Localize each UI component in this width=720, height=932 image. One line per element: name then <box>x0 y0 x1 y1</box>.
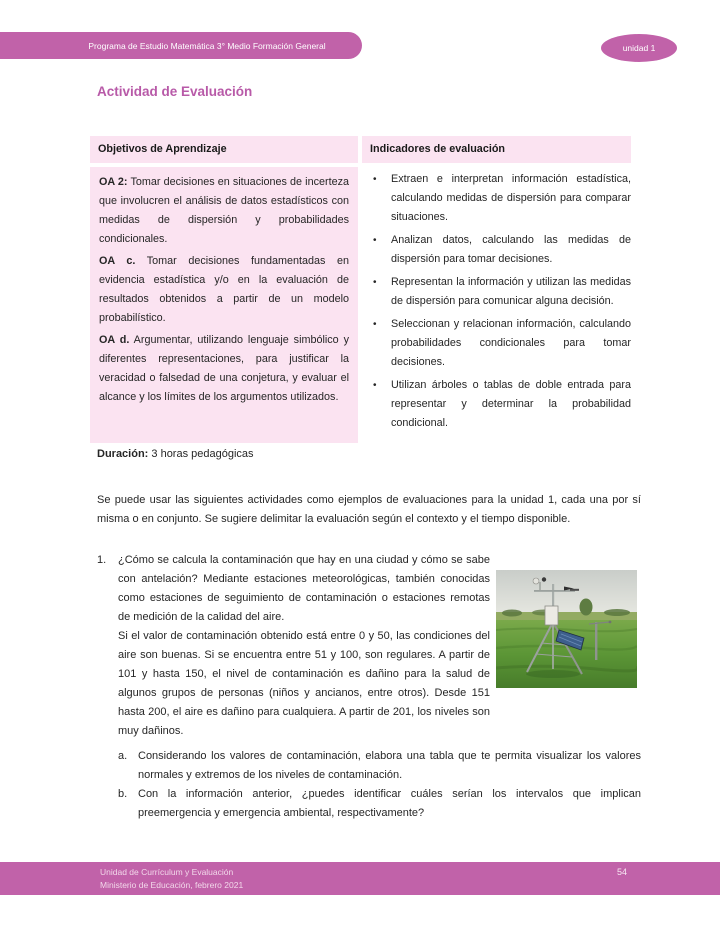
objective-label: OA c. <box>99 255 136 267</box>
bullet-icon: • <box>373 380 377 391</box>
instrument-box <box>545 606 558 625</box>
activity-subquestions <box>97 747 641 823</box>
activity-number: 1. <box>97 554 107 566</box>
anemometer-cup <box>542 577 546 581</box>
subquestion-text: Con la información anterior, ¿puedes identificar cuáles serían los intervalos que implican preemergencia y emergencia ambiental, respectivamente? <box>138 788 641 819</box>
unit-badge <box>601 34 677 62</box>
distant-trees <box>604 609 630 616</box>
indicator-item: • Seleccionan y relacionan información, calculando probabilidades condicionales para tomar decisiones. <box>362 315 631 372</box>
subquestion-a <box>118 747 641 785</box>
activity-paragraph-1: ¿Cómo se calcula la contaminación que hay en una ciudad y cómo se sabe con antelación? Mediante estaciones meteorológicas, también conocidas como estaciones de seguimiento de contaminación o estaciones remotas de medición de la calidad del aire. <box>118 554 490 623</box>
subquestion-text: Considerando los valores de contaminación, elabora una tabla que te permita visualizar los valores normales y extremos de los niveles de contaminación. <box>138 750 641 781</box>
indicator-item: • Representan la información y utilizan las medidas de dispersión para comunicar alguna decisión. <box>362 273 631 311</box>
weather-station-photo <box>496 570 637 688</box>
bullet-icon: • <box>373 174 377 185</box>
duration-line <box>97 448 254 460</box>
indicators-cell <box>362 167 631 443</box>
unit-badge-label: unidad 1 <box>622 43 656 53</box>
page-footer-banner <box>0 862 720 895</box>
intro-paragraph: Se puede usar las siguientes actividades como ejemplos de evaluaciones para la unidad 1, cada una por sí misma o en conjunto. Se sugiere delimitar la evaluación según el contexto y el tiempo disponible. <box>97 494 641 526</box>
program-title: Programa de Estudio Matemática 3° Medio Formación General <box>88 40 326 51</box>
subquestion-marker: b. <box>118 788 128 800</box>
activity-text <box>118 551 490 741</box>
cross-arm <box>534 590 575 592</box>
side-post-tip <box>609 621 612 624</box>
objective-label: OA d. <box>99 334 130 346</box>
duration-label: Duración: <box>97 448 149 460</box>
objectives-cell <box>90 167 358 443</box>
duration-value: 3 horas pedagógicas <box>148 448 254 460</box>
tree <box>580 599 593 616</box>
footer-line2: Ministerio de Educación, febrero 2021 <box>100 880 244 890</box>
weather-station-photo-svg <box>496 570 637 688</box>
distant-trees <box>502 610 522 617</box>
page-number: 54 <box>617 867 628 877</box>
indicator-item: • Analizan datos, calculando las medidas de dispersión para tomar decisiones. <box>362 231 631 269</box>
bullet-icon: • <box>373 277 377 288</box>
sensor-arm <box>570 589 579 591</box>
activity-paragraph-2: Si el valor de contaminación obtenido está entre 0 y 50, las condiciones del aire son buenas. Si se encuentra entre 51 y 100, son regulares. A partir de 101 y hasta 150, el nivel de contaminación es dañino para la salud de algunos grupos de personas (niños y ancianos, entre otros). Desde 151 hasta 200, el aire es dañino para cualquiera. A partir de 201, los niveles son muy dañinos. <box>118 630 490 737</box>
page-header-banner <box>0 32 362 59</box>
objective-oad <box>99 331 349 407</box>
activity-1 <box>97 551 641 823</box>
objective-text: Argumentar, utilizando lenguaje simbólico y diferentes representaciones, para justificar la veracidad o falsedad de una conjetura, y evaluar el alcance y los límites de los argumentos utilizados. <box>99 334 350 403</box>
page-title: Actividad de Evaluación <box>97 84 253 99</box>
objective-text: Tomar decisiones fundamentadas en evidencia estadística y/o en la evaluación de resultados obtenidos a partir de un modelo probabilístico. <box>99 255 349 324</box>
side-post <box>595 622 597 660</box>
station-shadow <box>526 670 580 678</box>
objective-oa2 <box>99 173 349 249</box>
objectives-indicators-table <box>90 136 631 443</box>
objective-text: Tomar decisiones en situaciones de incerteza que involucren el análisis de datos estadísticos con medidas de dispersión y probabilidades condicionales. <box>99 176 349 245</box>
column-header-indicators: Indicadores de evaluación <box>362 136 631 163</box>
activity-1-row <box>97 551 641 741</box>
subquestion-b <box>118 785 641 823</box>
objective-oac <box>99 252 349 328</box>
column-header-objectives: Objetivos de Aprendizaje <box>90 136 358 163</box>
bullet-icon: • <box>373 235 377 246</box>
indicator-item: • Extraen e interpretan información estadística, calculando medidas de dispersión para comparar situaciones. <box>362 170 631 227</box>
bullet-icon: • <box>373 319 377 330</box>
anemometer-cup <box>533 578 539 584</box>
footer-line1: Unidad de Currículum y Evaluación <box>100 867 234 877</box>
objective-label: OA 2: <box>99 176 128 188</box>
subquestion-marker: a. <box>118 750 128 762</box>
indicator-item: • Utilizan árboles o tablas de doble entrada para representar y determinar la probabilidad condicional. <box>362 376 631 433</box>
